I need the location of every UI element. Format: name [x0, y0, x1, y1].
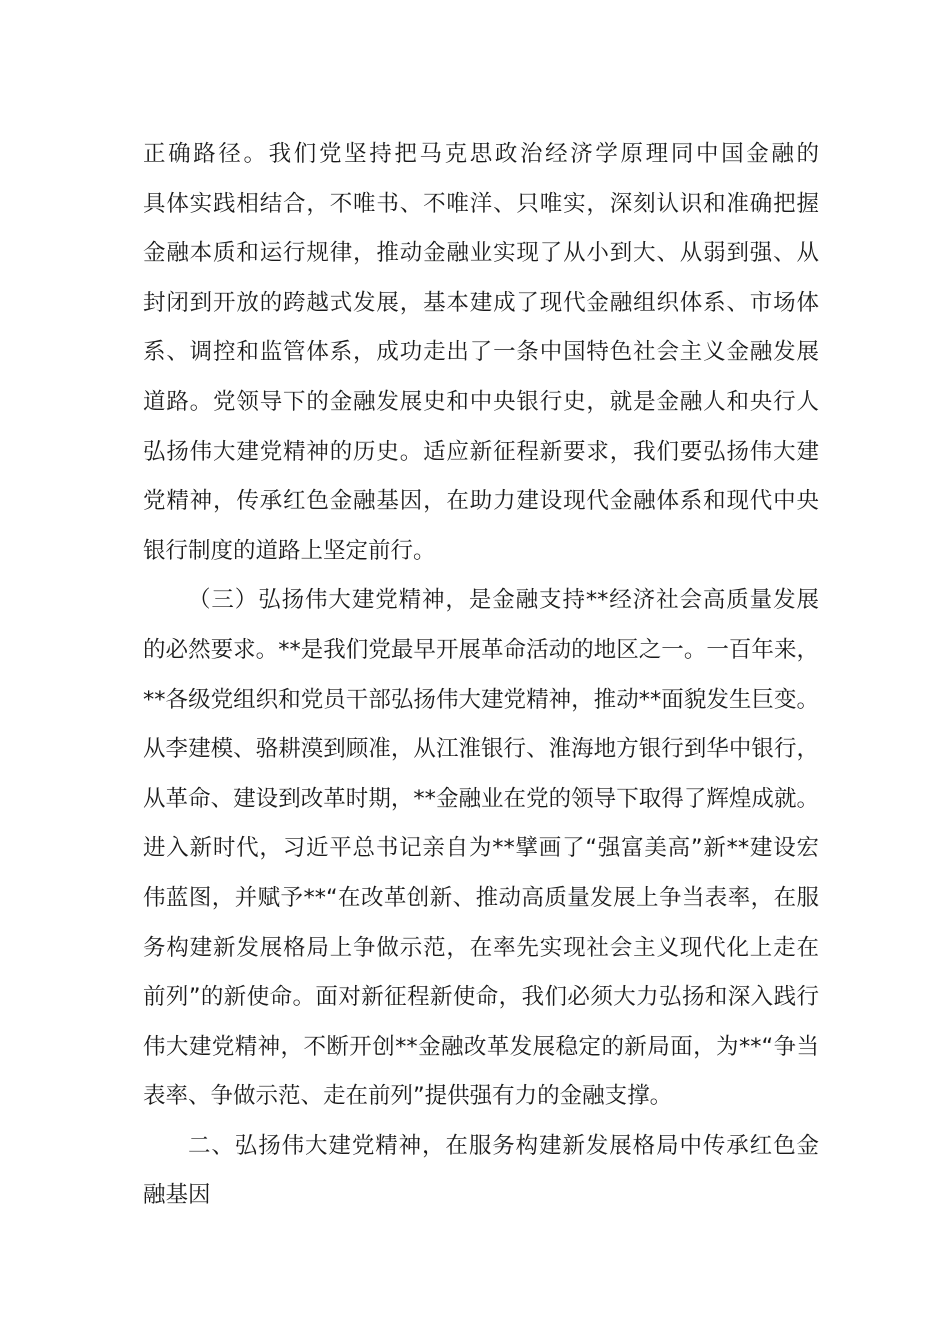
text-line: 从革命、建设到改革时期，**金融业在党的领导下取得了辉煌成就。 — [143, 785, 819, 812]
document-body — [143, 130, 819, 1221]
text-line: 正确路径。我们党坚持把马克思政治经济学原理同中国金融的 — [143, 141, 819, 167]
text-line: 进入新时代，习近平总书记亲自为**擘画了“强富美高”新**建设宏 — [143, 835, 819, 862]
paragraph-1 — [143, 130, 819, 576]
text-line: 银行制度的道路上坚定前行。 — [143, 537, 436, 564]
section-heading — [143, 1122, 819, 1221]
text-line: 伟蓝图，并赋予**“在改革创新、推动高质量发展上争当表率，在服 — [143, 884, 819, 911]
text-line: 弘扬伟大建党精神的历史。适应新征程新要求，我们要弘扬伟大建 — [143, 438, 819, 465]
text-line: **各级党组织和党员干部弘扬伟大建党精神，推动**面貌发生巨变。 — [143, 686, 819, 713]
text-line: 的必然要求。**是我们党最早开展革命活动的地区之一。一百年来， — [143, 636, 819, 663]
text-line: 伟大建党精神，不断开创**金融改革发展稳定的新局面，为**“争当 — [143, 1033, 819, 1060]
text-line: 金融本质和运行规律，推动金融业实现了从小到大、从弱到强、从 — [143, 240, 819, 267]
text-line: 务构建新发展格局上争做示范，在率先实现社会主义现代化上走在 — [143, 934, 819, 961]
text-line: 道路。党领导下的金融发展史和中央银行史，就是金融人和央行人 — [143, 388, 819, 415]
text-line: 具体实践相结合，不唯书、不唯洋、只唯实，深刻认识和准确把握 — [143, 190, 819, 217]
text-line: 表率、争做示范、走在前列”提供强有力的金融支撑。 — [143, 1083, 673, 1110]
text-line: 前列”的新使命。面对新征程新使命，我们必须大力弘扬和深入践行 — [143, 984, 819, 1011]
heading-line: 二、弘扬伟大建党精神，在服务构建新发展格局中传承红色金 — [188, 1132, 819, 1159]
text-line: 党精神，传承红色金融基因，在助力建设现代金融体系和现代中央 — [143, 488, 819, 515]
paragraph-2 — [143, 576, 819, 1122]
text-line: 封闭到开放的跨越式发展，基本建成了现代金融组织体系、市场体 — [143, 289, 819, 316]
text-line: （三）弘扬伟大建党精神，是金融支持**经济社会高质量发展 — [188, 587, 819, 614]
text-line: 从李建模、骆耕漠到顾准，从江淮银行、淮海地方银行到华中银行， — [143, 736, 819, 763]
text-line: 系、调控和监管体系，成功走出了一条中国特色社会主义金融发展 — [143, 339, 819, 366]
heading-line: 融基因 — [143, 1182, 211, 1209]
